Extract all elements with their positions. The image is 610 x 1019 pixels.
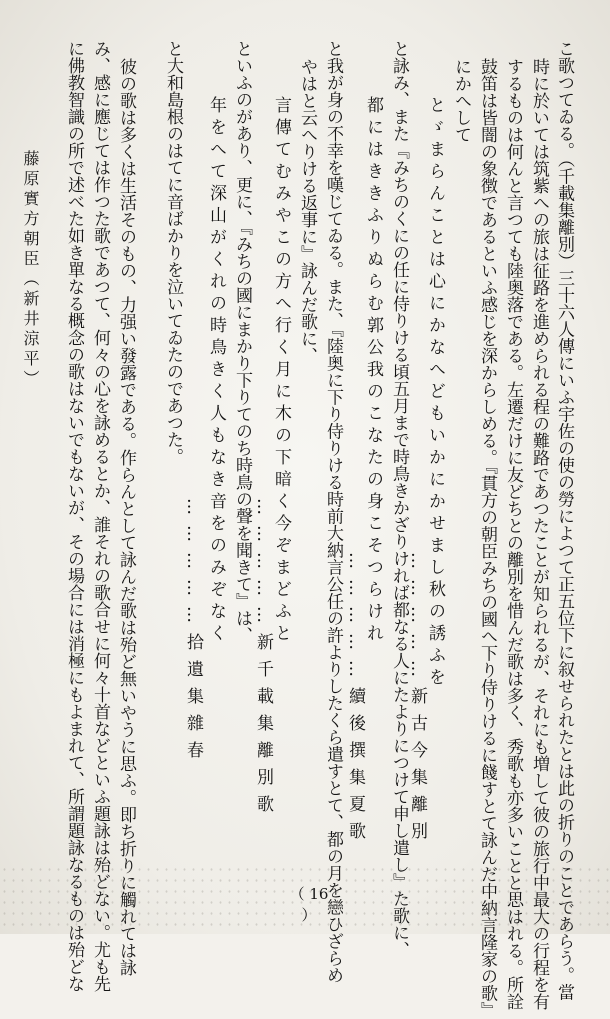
poem-column: 言傳てむみやこの方へ行く月に木の下暗く今ぞまどふと [271,96,291,646]
body-text-column: にかへして [451,58,471,143]
running-title: 藤原實方朝臣（新井涼平） [21,150,40,390]
body-text-column: やはと云へりける返事に』詠んだ歌に、 [297,58,317,364]
body-text-column: といふのがあり、更に、『みちの國にまかり下りてのち時鳥の聲を聞きて』は、 [232,40,252,644]
body-text-column: と我が身の不幸を嘆じてゐる。また、『陸奥に下り侍りける時前大納言公任の許よりしたくら遣すとて、都の月を戀ひざらめ [323,40,343,984]
body-text-column: と大和島根のはてに音ばかりを泣いてゐたのであつた。 [163,40,183,465]
poem-column: とゞまらんことは心にかなへどもいかにかせまし秋の誘ふを [425,96,445,690]
body-text-column: 時に於いては筑紫への旅は征路を進められる程の難路であつたことが知られるが、それにも増して彼の旅行中最大の行程を有 [529,58,549,1010]
body-text-column: 彼の歌は多くは生活そのもの、力强い發露である。作らんとして詠んだ歌は殆ど無いやうに思ふ。即ち折りに觸れては詠 [116,58,136,976]
body-text-column: に佛教智識の所で述べた如き單なる概念の歌はないでもないが、その場合には消極にもよまれて、所謂題詠なるものは殆どな [64,40,84,992]
body-text-column: 鼓笛は皆闇の象徴であるといふ感じを深からしめる。『貫方の朝臣みちの國へ下り侍りけるに餞すとて詠んだ中納言隆家の歌』 [477,58,497,1019]
poem-source: ……………新古今集離別 [407,552,427,849]
poem-source: ……………續後撰集夏歌 [345,552,365,849]
body-text-column: するものは何んと言つても陸奥落である。左遷だけに友どちとの離別を惜んだ歌は多く、秀歌も亦多いことと思はれる。所詮 [503,58,523,1010]
body-text-column: み、感に應じては作つた歌であつて、何々の心を詠めるとか、誰それの歌合せに何々十首などといふ題詠は殆どない。尤も先 [90,40,110,992]
poem-source: ……………新千載集離別歌 [253,498,273,822]
body-text-column: こ歌つてゐる。（千載集離別）三十六人傳にいふ宇佐の使の勞によつて正五位下に叙せられたとは此の折りのことであらう。當 [554,40,574,1001]
poem-source: ……………拾遺集雜春 [183,498,203,768]
body-text-column: と詠み、また『みちのくにの任に侍りける頃五月まで時鳥きかざりければ都なる人にたよりにつけて申し遣し』た歌に、 [389,40,409,958]
paper-speckle [0,864,610,934]
page-number: （ 16 ） [289,885,329,924]
poem-column: 年をへて深山がくれの時鳥きく人もなき音をのみぞなく [206,96,226,646]
poem-column: 都にはききふりぬらむ郭公我のこなたの身こそつらけれ [363,96,383,646]
